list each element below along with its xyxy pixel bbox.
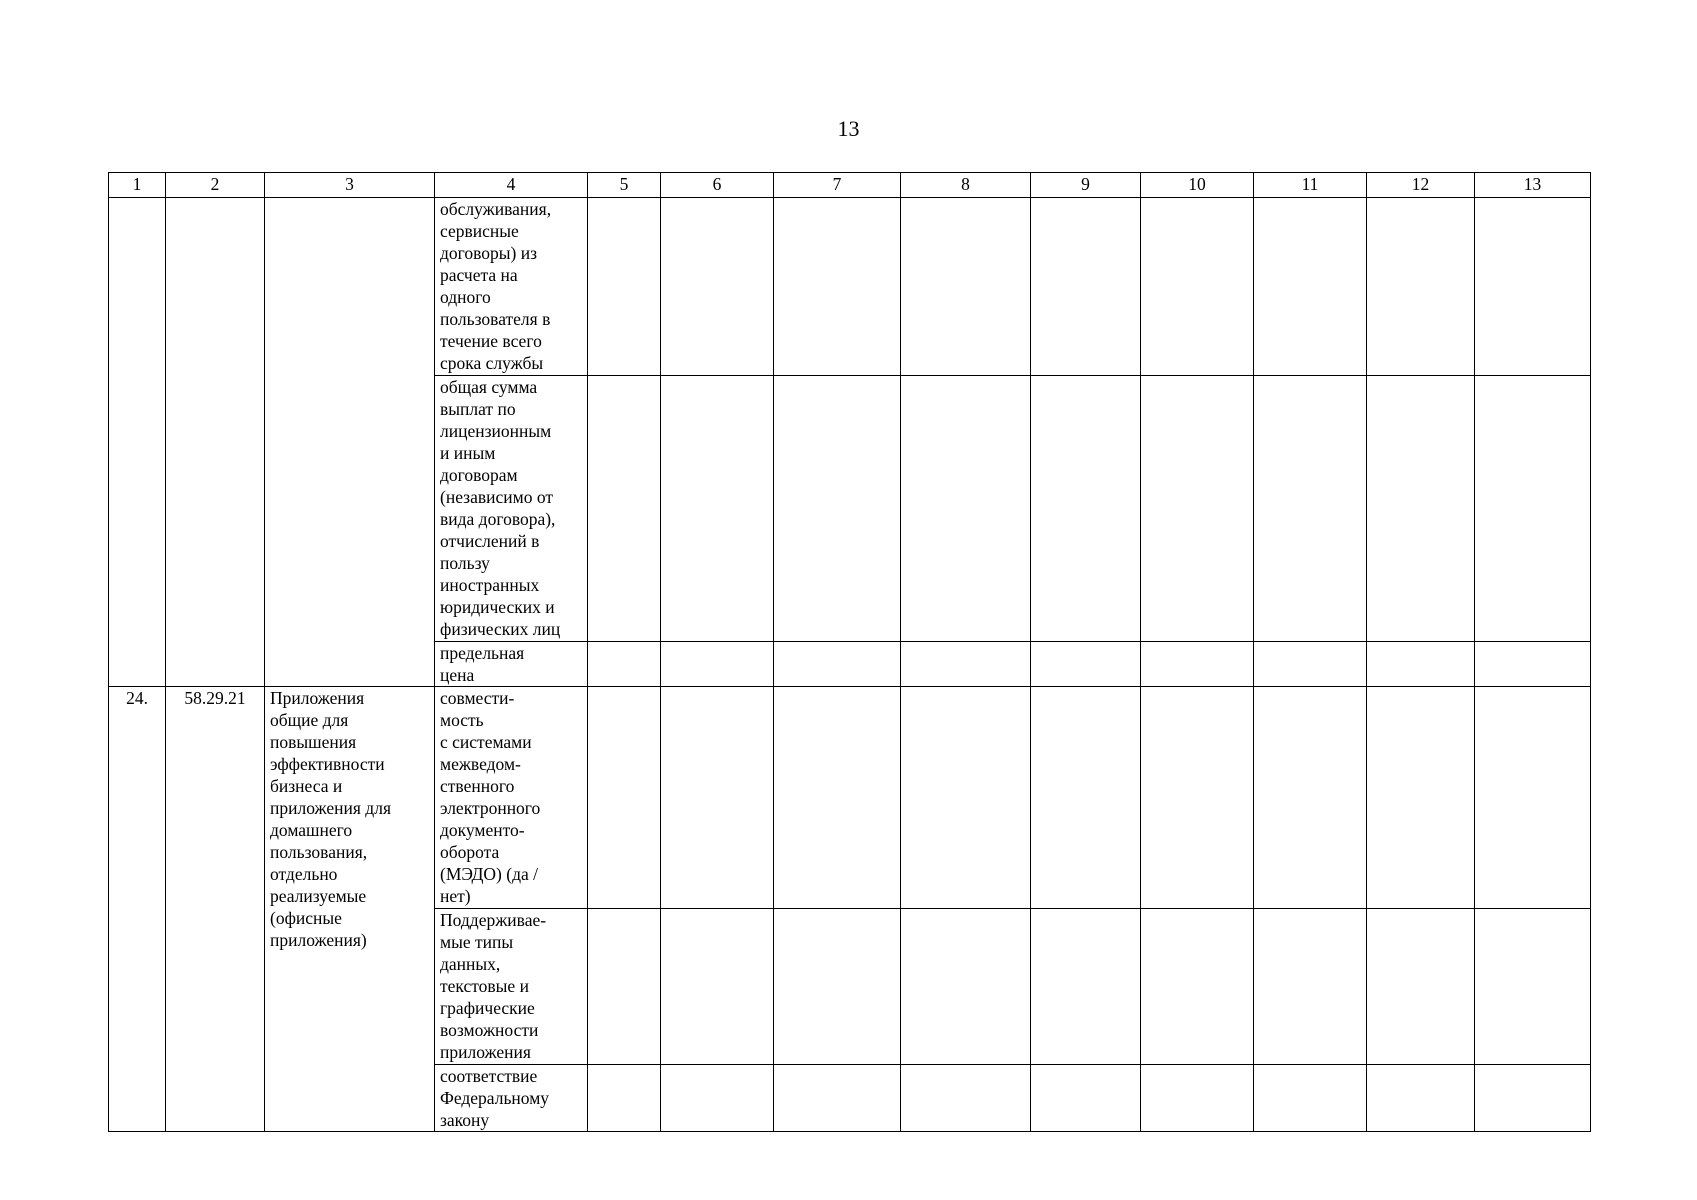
column-header: 3 bbox=[265, 173, 435, 198]
empty-cell bbox=[1141, 376, 1254, 642]
empty-cell bbox=[1367, 376, 1475, 642]
empty-cell bbox=[588, 687, 661, 909]
characteristic-cell: соответствие Федеральному закону bbox=[435, 1065, 588, 1132]
empty-cell bbox=[1141, 909, 1254, 1065]
empty-cell bbox=[901, 376, 1031, 642]
empty-cell bbox=[588, 642, 661, 687]
empty-cell bbox=[1031, 687, 1141, 909]
empty-cell bbox=[901, 909, 1031, 1065]
empty-cell bbox=[1367, 687, 1475, 909]
empty-cell bbox=[661, 376, 774, 642]
empty-cell bbox=[588, 376, 661, 642]
characteristic-cell: совмести- мость с системами межведом- ственного электронного документо- оборота (МЭДО) (да / нет) bbox=[435, 687, 588, 909]
empty-cell bbox=[901, 642, 1031, 687]
empty-cell bbox=[901, 198, 1031, 376]
header-row bbox=[109, 173, 1591, 198]
characteristic-cell: общая сумма выплат по лицензионным и иным договорам (независимо от вида договора), отчислений в пользу иностранных юридических и физических лиц bbox=[435, 376, 588, 642]
empty-cell bbox=[1475, 909, 1591, 1065]
empty-cell bbox=[1254, 198, 1367, 376]
page-number: 13 bbox=[837, 116, 860, 141]
empty-cell bbox=[1254, 909, 1367, 1065]
okpd-code-cell: 58.29.21 bbox=[166, 687, 265, 1132]
column-header: 5 bbox=[588, 173, 661, 198]
column-header: 2 bbox=[166, 173, 265, 198]
empty-cell bbox=[1475, 687, 1591, 909]
column-header: 11 bbox=[1254, 173, 1367, 198]
procurement-table bbox=[108, 172, 1591, 1132]
empty-cell bbox=[774, 198, 901, 376]
empty-cell bbox=[1141, 687, 1254, 909]
empty-cell bbox=[1031, 909, 1141, 1065]
empty-cell bbox=[774, 376, 901, 642]
empty-cell bbox=[1254, 642, 1367, 687]
empty-cell bbox=[1475, 198, 1591, 376]
empty-cell bbox=[1141, 198, 1254, 376]
empty-cell bbox=[1367, 642, 1475, 687]
column-header: 13 bbox=[1475, 173, 1591, 198]
empty-cell bbox=[661, 642, 774, 687]
okpd-code-cell bbox=[166, 198, 265, 687]
column-header: 10 bbox=[1141, 173, 1254, 198]
empty-cell bbox=[661, 909, 774, 1065]
empty-cell bbox=[661, 1065, 774, 1132]
column-header: 6 bbox=[661, 173, 774, 198]
empty-cell bbox=[901, 1065, 1031, 1132]
empty-cell bbox=[1141, 642, 1254, 687]
empty-cell bbox=[774, 909, 901, 1065]
empty-cell bbox=[774, 687, 901, 909]
item-name-cell: Приложения общие для повышения эффективности бизнеса и приложения для домашнего пользования, отдельно реализуемые (офисные приложения) bbox=[265, 687, 435, 1132]
empty-cell bbox=[1141, 1065, 1254, 1132]
row-number-cell: 24. bbox=[109, 687, 166, 1132]
empty-cell bbox=[661, 198, 774, 376]
empty-cell bbox=[1367, 909, 1475, 1065]
column-header: 9 bbox=[1031, 173, 1141, 198]
empty-cell bbox=[1475, 642, 1591, 687]
characteristic-cell: Поддерживае- мые типы данных, текстовые и графические возможности приложения bbox=[435, 909, 588, 1065]
empty-cell bbox=[1031, 642, 1141, 687]
table-row bbox=[109, 198, 1591, 376]
empty-cell bbox=[661, 687, 774, 909]
empty-cell bbox=[1367, 198, 1475, 376]
empty-cell bbox=[774, 642, 901, 687]
empty-cell bbox=[1031, 376, 1141, 642]
row-number-cell bbox=[109, 198, 166, 687]
empty-cell bbox=[1254, 1065, 1367, 1132]
empty-cell bbox=[1031, 1065, 1141, 1132]
table-row bbox=[109, 687, 1591, 909]
empty-cell bbox=[588, 909, 661, 1065]
column-header: 4 bbox=[435, 173, 588, 198]
empty-cell bbox=[774, 1065, 901, 1132]
empty-cell bbox=[588, 1065, 661, 1132]
item-name-cell bbox=[265, 198, 435, 687]
empty-cell bbox=[1031, 198, 1141, 376]
column-header: 7 bbox=[774, 173, 901, 198]
empty-cell bbox=[1254, 687, 1367, 909]
empty-cell bbox=[1475, 376, 1591, 642]
characteristic-cell: обслуживания, сервисные договоры) из расчета на одного пользователя в течение всего срока службы bbox=[435, 198, 588, 376]
column-header: 12 bbox=[1367, 173, 1475, 198]
empty-cell bbox=[1254, 376, 1367, 642]
column-header: 8 bbox=[901, 173, 1031, 198]
empty-cell bbox=[1475, 1065, 1591, 1132]
characteristic-cell: предельная цена bbox=[435, 642, 588, 687]
column-header: 1 bbox=[109, 173, 166, 198]
empty-cell bbox=[901, 687, 1031, 909]
empty-cell bbox=[588, 198, 661, 376]
empty-cell bbox=[1367, 1065, 1475, 1132]
